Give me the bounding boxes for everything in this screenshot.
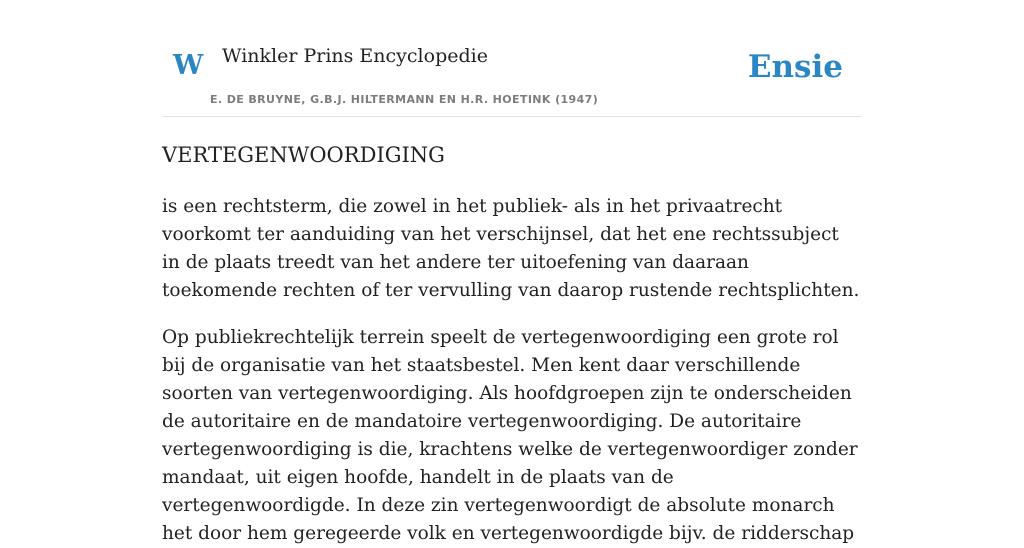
ensie-logo[interactable]: Ensie bbox=[747, 49, 843, 85]
article-paragraph: is een rechtsterm, die zowel in het publiek- als in het privaatrecht voorkomt ter aanduiding van het verschijnsel, dat het ene rechtssubject in de plaats treedt van het andere ter uitoefening van daaraan toekomende rechten of ter vervulling van daarop rustende rechtsplichten. bbox=[162, 196, 860, 301]
site-header bbox=[162, 0, 862, 117]
source-title-link[interactable]: Winkler Prins Encyclopedie bbox=[222, 45, 488, 67]
article-body bbox=[162, 140, 862, 548]
article-title: VERTEGENWOORDIGING bbox=[162, 143, 445, 167]
article-paragraph: Op publiekrechtelijk terrein speelt de vertegenwoordiging een grote rol bij de organisatie van het staatsbestel. Men kent daar verschillende soorten van vertegenwoordiging. Als hoofdgroepen zijn te onderscheiden de autoritaire en de mandatoire vertegenwoordiging. De autoritaire vertegenwoordiging is die, krachtens welke de vertegenwoordiger zonder mandaat, uit eigen hoofde, handelt in de plaats van de vertegenwoordigde. In deze zin vertegenwoordigt de absolute monarch het door hem geregeerde volk en vertegenwoordigde bijv. de ridderschap bbox=[162, 327, 858, 544]
winkler-prins-logo[interactable]: W bbox=[173, 50, 204, 81]
source-authors: E. DE BRUYNE, G.B.J. HILTERMANN EN H.R. HOETINK (1947) bbox=[210, 93, 599, 106]
